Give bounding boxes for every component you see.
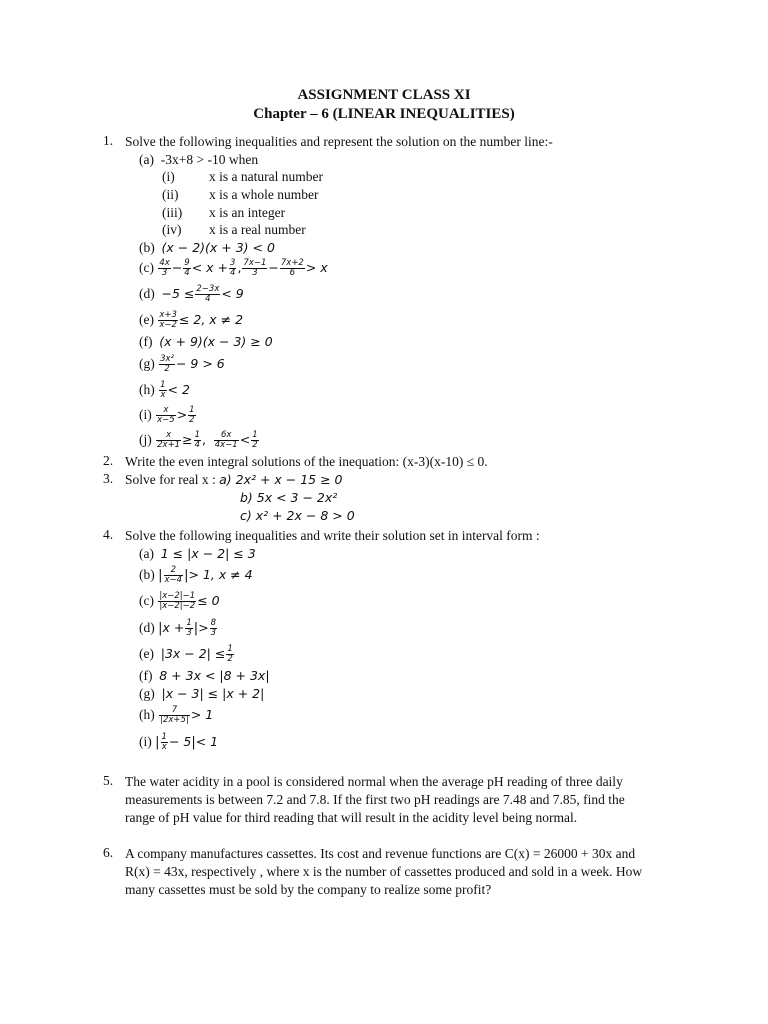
- minus-sign: −: [268, 260, 279, 275]
- fraction: $\frac{6x}{4x-1}$: [214, 430, 238, 451]
- q4-part-d: [139, 619, 218, 638]
- comma: ,: [237, 260, 242, 275]
- fraction: $\frac{2}{x-4}$: [164, 565, 183, 586]
- q4-part-e: [139, 645, 235, 664]
- q4-c-label: (c): [139, 593, 154, 608]
- fraction: $\frac{1}{2}$: [227, 644, 233, 665]
- fraction: $\frac{1}{2}$: [252, 430, 258, 451]
- q4-b-label: (b): [139, 567, 155, 582]
- q1-part-a: [139, 151, 258, 169]
- question-4-number: 4.: [103, 527, 114, 542]
- q1-part-h: [139, 381, 190, 400]
- q1-sub-i-text: x is a natural number: [209, 169, 323, 184]
- fraction: $\frac{7x+2}{6}$: [280, 258, 304, 279]
- question-6-number: 6.: [103, 845, 114, 860]
- q4-part-g: [139, 685, 264, 703]
- question-5-text: [125, 773, 685, 827]
- abs-bar-left: |: [158, 621, 163, 636]
- fraction: $\frac{x}{x-5}$: [157, 405, 175, 426]
- q4-part-f: [139, 667, 270, 685]
- q4-i-mid: − 5: [168, 734, 192, 749]
- q3-c-expr: c) x² + 2x − 8 > 0: [240, 508, 355, 523]
- fraction: $\frac{\text{3x²}}{2}$: [160, 354, 174, 375]
- q1-sub-iii-text: x is an integer: [209, 205, 286, 220]
- abs-bar-right: |: [184, 568, 189, 583]
- fraction: $\frac{x+3}{x-2}$: [159, 310, 177, 331]
- q1-c-label: (c): [139, 260, 154, 275]
- fraction: $\frac{4x}{3}$: [159, 258, 170, 279]
- fraction: $\frac{x}{2x+1}$: [157, 430, 181, 451]
- q4-a-expr: 1 ≤ |x − 2| ≤ 3: [160, 546, 256, 561]
- q1-j-label: (j): [139, 432, 152, 447]
- q1-e-label: (e): [139, 312, 154, 327]
- chapter-title: Chapter – 6 (LINEAR INEQUALITIES): [253, 106, 515, 122]
- q4-g-label: (g): [139, 686, 155, 701]
- q6-line: A company manufactures cassettes. Its cost and revenue functions are C(x) = 26000 + 30x and: [125, 846, 636, 861]
- fraction: $\frac{1}{x}$: [161, 732, 167, 753]
- q1-f-expr: (x + 9)(x − 3) ≥ 0: [159, 334, 273, 349]
- q1-a-text: -3x+8 > -10 when: [160, 152, 259, 167]
- q4-d-pre: x +: [162, 620, 185, 635]
- question-2-number: 2.: [103, 453, 114, 468]
- q1-part-g: [139, 355, 225, 374]
- q1-g-label: (g): [139, 356, 155, 371]
- q1-h-label: (h): [139, 382, 155, 397]
- q4-h-label: (h): [139, 707, 155, 722]
- q4-g-expr: |x − 3| ≤ |x + 2|: [161, 686, 265, 701]
- q1-part-j: [139, 431, 260, 450]
- fraction: $\frac{9}{4}$: [184, 258, 190, 279]
- fraction: $\frac{1}{4}$: [194, 430, 200, 451]
- question-5-number: 5.: [103, 773, 114, 788]
- question-3-text: [125, 471, 343, 489]
- q1-i-label: (i): [139, 407, 152, 422]
- sub-label: (iv): [162, 222, 182, 237]
- fraction: $\frac{7x-1}{3}$: [243, 258, 267, 279]
- q1-sub-ii-text: x is a whole number: [209, 187, 319, 202]
- q4-f-label: (f): [139, 668, 153, 683]
- fraction: $\frac{|x-2|-1}{|x-2|-2}$: [159, 591, 196, 612]
- q1-sub-i: [162, 168, 175, 186]
- q1-i-mid: >: [176, 407, 188, 422]
- question-1-number: 1.: [103, 133, 114, 148]
- q1-c-end: > x: [305, 260, 328, 275]
- q1-d-label: (d): [139, 286, 155, 301]
- q5-line: range of pH value for third reading that will result in the acidity level being normal.: [125, 810, 578, 825]
- question-3-number: 3.: [103, 471, 114, 486]
- fraction: $\frac{2-3x}{4}$: [196, 284, 220, 305]
- q3-part-a: a) 2x² + x − 15 ≥ 0: [219, 472, 343, 487]
- sub-label: (ii): [162, 187, 179, 202]
- q1-c-mid: < x +: [191, 260, 229, 275]
- q4-part-i: [139, 733, 218, 752]
- q1-sub-ii: [162, 186, 179, 204]
- q4-e-label: (e): [139, 646, 154, 661]
- q4-part-h: [139, 706, 213, 725]
- question-3-lead: Solve for real x :: [125, 472, 220, 487]
- q1-sub-iv: [162, 221, 182, 239]
- q5-line: measurements is between 7.2 and 7.8. If the first two pH readings are 7.48 and 7.85, find the: [125, 792, 625, 807]
- q1-part-f: [139, 333, 273, 351]
- fraction: $\frac{7}{|2x+5|}$: [160, 705, 189, 726]
- q1-a-label: (a): [139, 152, 154, 167]
- q6-line: R(x) = 43x, respectively , where x is the number of cassettes produced and sold in a week. How: [125, 864, 643, 879]
- q4-e-pre: |3x − 2| ≤: [160, 646, 226, 661]
- q1-g-post: − 9 > 6: [175, 356, 225, 371]
- abs-bar-right: |: [191, 735, 196, 750]
- q1-j-lt: <: [239, 432, 251, 447]
- minus-sign: −: [171, 260, 183, 275]
- q1-sub-iii: [162, 204, 182, 222]
- fraction: $\frac{8}{3}$: [210, 618, 217, 639]
- q1-part-e: [139, 311, 243, 330]
- q4-c-post: ≤ 0: [197, 593, 220, 608]
- question-1-text: Solve the following inequalities and represent the solution on the number line:-: [125, 134, 553, 149]
- abs-bar-left: |: [158, 568, 163, 583]
- q4-d-label: (d): [139, 620, 155, 635]
- q4-part-b: [139, 566, 253, 585]
- q1-b-expr: (x − 2)(x + 3) < 0: [161, 240, 275, 255]
- q1-sub-iv-text: x is a real number: [209, 222, 306, 237]
- q1-j-mid: ≥: [182, 432, 193, 447]
- assignment-title: ASSIGNMENT CLASS XI: [297, 87, 471, 103]
- q1-d-post: < 9: [221, 286, 244, 301]
- q4-a-label: (a): [139, 546, 154, 561]
- q4-part-a: [139, 545, 256, 563]
- q4-d-mid: >: [198, 620, 209, 635]
- q5-line: The water acidity in a pool is considered normal when the average pH reading of three daily: [125, 774, 623, 789]
- question-2-text: Write the even integral solutions of the inequation: (x-3)(x-10) ≤ 0.: [125, 454, 488, 469]
- fraction: $\frac{1}{2}$: [189, 405, 195, 426]
- q1-part-d: [139, 285, 244, 304]
- fraction: $\frac{1}{x}$: [160, 380, 166, 401]
- q4-h-post: > 1: [190, 707, 214, 722]
- q1-d-pre: −5 ≤: [161, 286, 195, 301]
- abs-bar-right: |: [193, 621, 199, 636]
- q4-b-post: > 1, x ≠ 4: [188, 567, 253, 582]
- question-4-text: Solve the following inequalities and write their solution set in interval form :: [125, 528, 540, 543]
- q3-part-c: [240, 507, 355, 525]
- abs-bar-left: |: [155, 735, 160, 750]
- question-6-text: [125, 845, 685, 899]
- q1-part-c: [139, 259, 328, 278]
- q3-part-b: [240, 489, 337, 507]
- q4-f-expr: 8 + 3x < |8 + 3x|: [159, 668, 270, 683]
- sub-label: (i): [162, 169, 175, 184]
- q1-h-post: < 2: [167, 382, 190, 397]
- q4-part-c: [139, 592, 220, 611]
- fraction: $\frac{1}{3}$: [186, 618, 192, 639]
- q1-part-i: [139, 406, 197, 425]
- fraction: $\frac{3}{4}$: [230, 258, 236, 279]
- q6-line: many cassettes must be sold by the company to realize some profit?: [125, 882, 492, 897]
- q4-i-post: < 1: [195, 734, 219, 749]
- q3-b-expr: b) 5x < 3 − 2x²: [240, 490, 338, 505]
- q1-b-label: (b): [139, 240, 155, 255]
- comma: ,: [202, 432, 206, 447]
- q1-part-b: [139, 239, 275, 257]
- q4-i-label: (i): [139, 734, 152, 749]
- sub-label: (iii): [162, 205, 183, 220]
- q1-e-post: ≤ 2, x ≠ 2: [178, 312, 244, 327]
- q1-f-label: (f): [139, 334, 153, 349]
